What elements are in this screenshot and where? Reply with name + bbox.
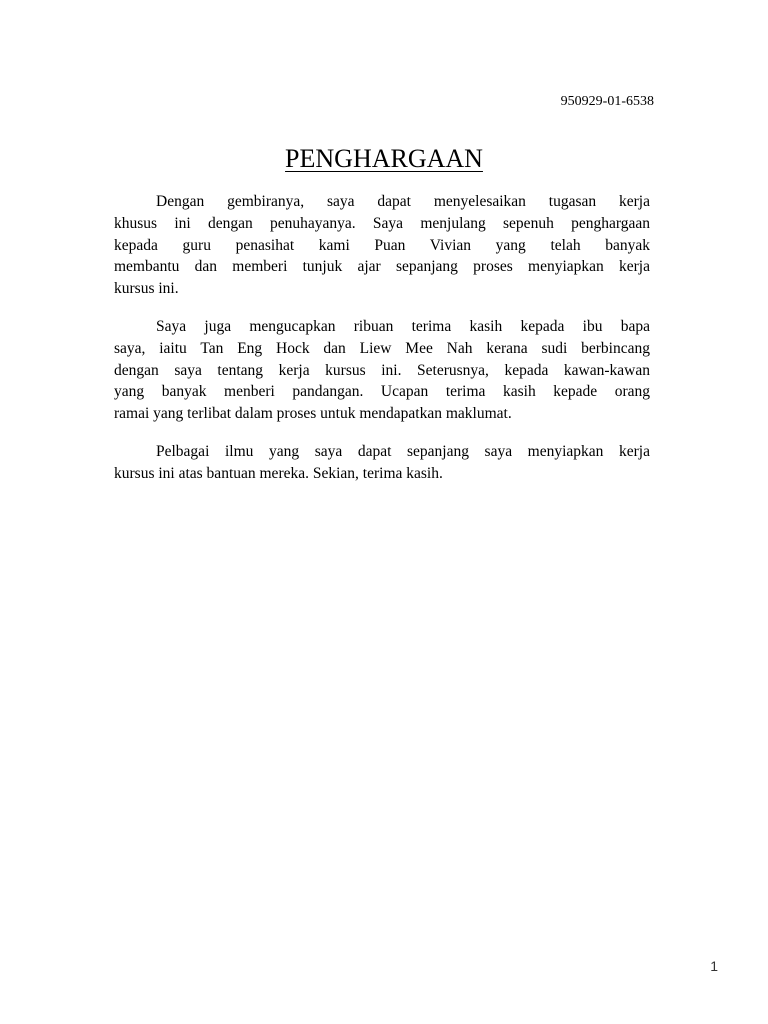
page-number: 1 [710,958,718,974]
paragraph-2 [114,316,650,425]
paragraph-line: kursus ini. [114,280,179,298]
paragraph-line: dengan saya tentang kerja kursus ini. Seterusnya, kepada kawan-kawan [114,361,650,379]
paragraph-line: ramai yang terlibat dalam proses untuk mendapatkan maklumat. [114,405,512,423]
paragraph-line: Saya juga mengucapkan ribuan terima kasih kepada ibu bapa [156,318,650,335]
paragraph-line: membantu dan memberi tunjuk ajar sepanjang proses menyiapkan kerja [114,258,650,276]
paragraph-line: kepada guru penasihat kami Puan Vivian yang telah banyak [114,236,650,254]
paragraph-line: saya, iaitu Tan Eng Hock dan Liew Mee Nah kerana sudi berbincang [114,339,650,357]
document-id-number: 950929-01-6538 [560,94,654,109]
paragraph-line: kursus ini atas bantuan mereka. Sekian, terima kasih. [114,464,443,482]
paragraph-line: Dengan gembiranya, saya dapat menyelesaikan tugasan kerja [156,193,650,210]
paragraph-line: khusus ini dengan penuhayanya. Saya menjulang sepenuh penghargaan [114,214,650,232]
paragraph-line: Pelbagai ilmu yang saya dapat sepanjang saya menyiapkan kerja [156,443,650,460]
paragraph-1 [114,191,650,300]
paragraph-3 [114,441,650,485]
paragraph-line: yang banyak menberi pandangan. Ucapan terima kasih kepade orang [114,383,650,401]
page-title: PENGHARGAAN [285,144,483,173]
